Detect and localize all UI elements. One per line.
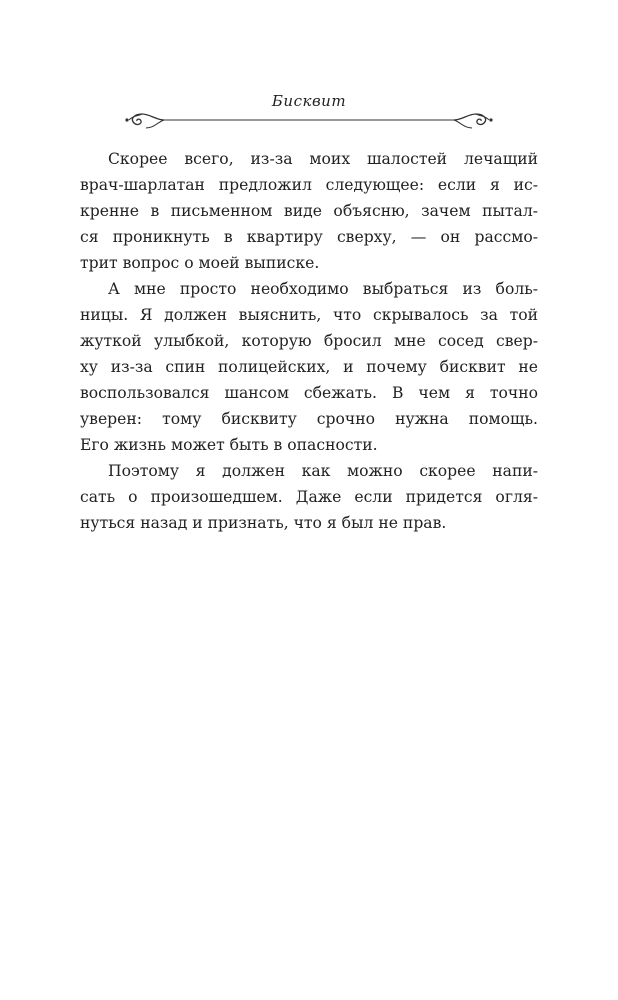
text-line: ху из-за спин полицейских, и почему бисквит не <box>80 358 538 376</box>
text-line: врач-шарлатан предложил следующее: если я ис- <box>80 176 538 194</box>
text-line: кренне в письменном виде объясню, зачем пытал- <box>80 202 538 220</box>
body-text <box>80 146 538 536</box>
text-line: ницы. Я должен выяснить, что скрывалось за той <box>80 306 538 324</box>
text-line: нуться назад и признать, что я был не прав. <box>80 514 447 532</box>
page-header <box>0 86 618 136</box>
flourish-rule-icon <box>124 108 494 132</box>
text-line: Скорее всего, из-за моих шалостей лечащий <box>108 150 538 168</box>
text-line: уверен: тому бисквиту срочно нужна помощь. <box>80 410 538 428</box>
text-line: сать о произошедшем. Даже если придется огля- <box>80 488 538 506</box>
paragraph-2 <box>80 276 538 458</box>
text-line: воспользовался шансом сбежать. В чем я точно <box>80 384 538 402</box>
running-title: Бисквит <box>271 92 347 110</box>
text-line: А мне просто необходимо выбраться из боль- <box>108 280 538 298</box>
text-line: ся проникнуть в квартиру сверху, — он рассмо- <box>80 228 538 246</box>
text-line: трит вопрос о моей выписке. <box>80 254 320 272</box>
paragraph-3 <box>80 458 538 536</box>
text-line: Поэтому я должен как можно скорее напи- <box>108 462 538 480</box>
text-line: жуткой улыбкой, которую бросил мне сосед свер- <box>80 332 538 350</box>
text-line: Его жизнь может быть в опасности. <box>80 436 378 454</box>
paragraph-1 <box>80 146 538 276</box>
